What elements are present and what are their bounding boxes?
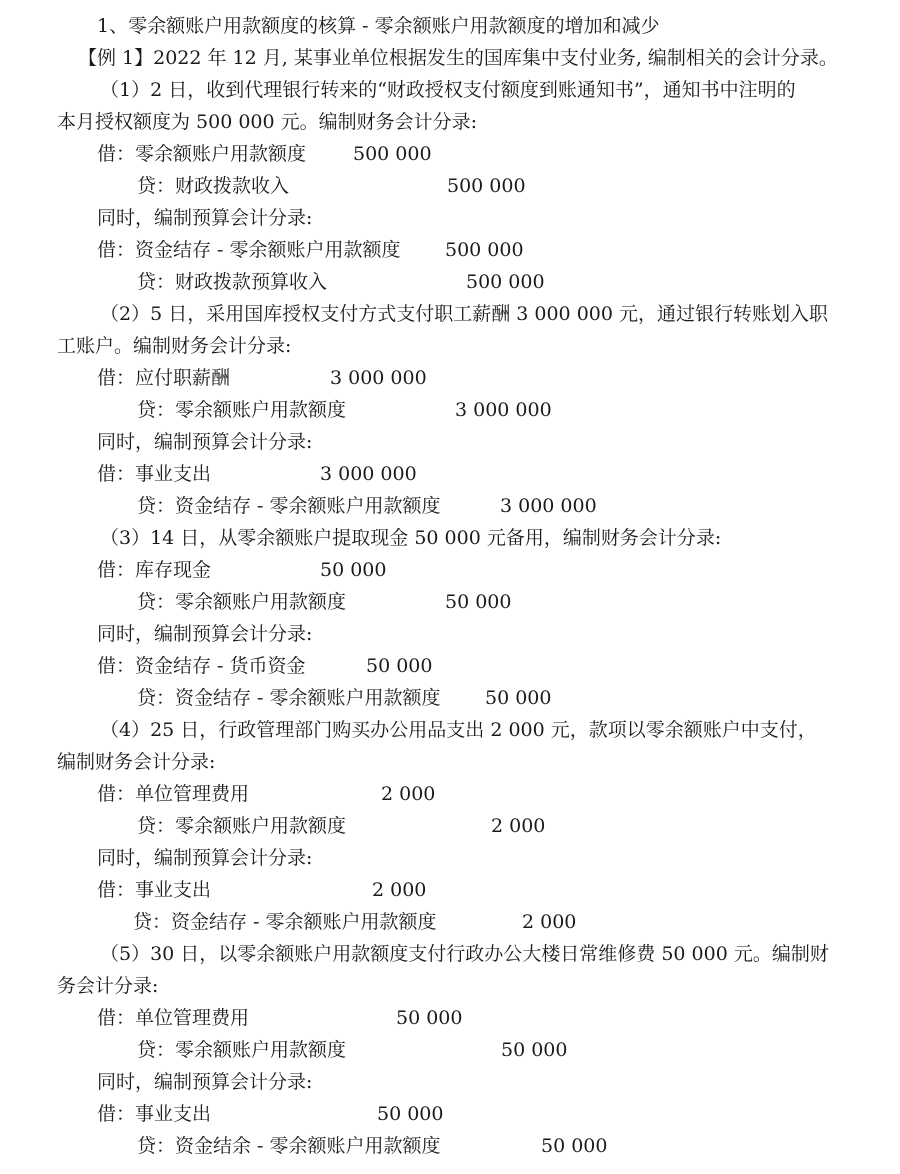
item-2-financial-credit: 贷：零余额账户用款额度 [137, 399, 347, 421]
item-2-budget-debit-amount: 3 000 000 [320, 463, 417, 485]
item-4-budget-debit-amount: 2 000 [372, 879, 427, 901]
item-4-budget-credit-amount: 2 000 [522, 911, 577, 933]
item-3-budget-credit-amount: 50 000 [485, 687, 552, 709]
item-2-financial-debit: 借：应付职薪酬 [97, 367, 231, 389]
item-5-financial-debit-amount: 50 000 [396, 1007, 463, 1029]
item-3-financial-credit: 贷：零余额账户用款额度 [137, 591, 347, 613]
item-1-financial-credit: 贷：财政拨款收入 [137, 175, 290, 197]
item-1-financial-credit-amount: 500 000 [447, 175, 526, 197]
item-1-budget-credit-amount: 500 000 [466, 271, 545, 293]
item-3-description: （3）14 日，从零余额账户提取现金 50 000 元备用，编制财务会计分录: [100, 527, 722, 549]
item-4-financial-debit-amount: 2 000 [381, 783, 436, 805]
item-5-budget-credit-amount: 50 000 [541, 1135, 608, 1157]
item-4-financial-credit: 贷：零余额账户用款额度 [137, 815, 347, 837]
example-intro: 【例 1】2022 年 12 月, 某事业单位根据发生的国库集中支付业务, 编制相关的会计分录。 [78, 47, 838, 69]
item-2-financial-credit-amount: 3 000 000 [455, 399, 552, 421]
section-heading: 1、零余额账户用款额度的核算 - 零余额账户用款额度的增加和减少 [97, 15, 660, 37]
item-3-budget-credit: 贷：资金结存 - 零余额账户用款额度 [137, 687, 441, 709]
item-5-description-cont: 务会计分录: [57, 975, 159, 997]
item-3-budget-debit-amount: 50 000 [366, 655, 433, 677]
item-5-financial-debit: 借：单位管理费用 [97, 1007, 250, 1029]
item-2-budget-credit-amount: 3 000 000 [500, 495, 597, 517]
item-5-budget-credit: 贷：资金结余 - 零余额账户用款额度 [137, 1135, 441, 1157]
item-5-budget-note: 同时，编制预算会计分录: [97, 1071, 313, 1093]
item-5-budget-debit: 借：事业支出 [97, 1103, 212, 1125]
item-1-description: （1）2 日，收到代理银行转来的“财政授权支付额度到账通知书”，通知书中注明的 [100, 79, 796, 101]
item-1-budget-note: 同时，编制预算会计分录: [97, 207, 313, 229]
item-5-budget-debit-amount: 50 000 [377, 1103, 444, 1125]
item-2-budget-note: 同时，编制预算会计分录: [97, 431, 313, 453]
item-3-financial-credit-amount: 50 000 [445, 591, 512, 613]
item-5-financial-credit-amount: 50 000 [501, 1039, 568, 1061]
item-1-description-cont: 本月授权额度为 500 000 元。编制财务会计分录: [57, 111, 478, 133]
item-4-budget-credit: 贷：资金结存 - 零余额账户用款额度 [133, 911, 437, 933]
item-4-financial-credit-amount: 2 000 [491, 815, 546, 837]
item-3-financial-debit-amount: 50 000 [320, 559, 387, 581]
item-1-financial-debit-amount: 500 000 [353, 143, 432, 165]
item-3-budget-note: 同时，编制预算会计分录: [97, 623, 313, 645]
item-1-budget-credit: 贷：财政拨款预算收入 [137, 271, 328, 293]
item-4-financial-debit: 借：单位管理费用 [97, 783, 250, 805]
item-2-budget-debit: 借：事业支出 [97, 463, 212, 485]
item-5-financial-credit: 贷：零余额账户用款额度 [137, 1039, 347, 1061]
item-1-financial-debit: 借：零余额账户用款额度 [97, 143, 307, 165]
item-4-budget-debit: 借：事业支出 [97, 879, 212, 901]
item-3-financial-debit: 借：库存现金 [97, 559, 212, 581]
item-2-description-cont: 工账户。编制财务会计分录: [57, 335, 292, 357]
item-4-budget-note: 同时，编制预算会计分录: [97, 847, 313, 869]
item-1-budget-debit: 借：资金结存 - 零余额账户用款额度 [97, 239, 401, 261]
item-2-description: （2）5 日，采用国库授权支付方式支付职工薪酬 3 000 000 元，通过银行转账划入职 [100, 303, 828, 325]
item-2-financial-debit-amount: 3 000 000 [330, 367, 427, 389]
item-4-description-cont: 编制财务会计分录: [57, 751, 216, 773]
item-1-budget-debit-amount: 500 000 [445, 239, 524, 261]
item-4-description: （4）25 日，行政管理部门购买办公用品支出 2 000 元，款项以零余额账户中支付， [100, 719, 817, 741]
item-3-budget-debit: 借：资金结存 - 货币资金 [97, 655, 306, 677]
item-2-budget-credit: 贷：资金结存 - 零余额账户用款额度 [137, 495, 441, 517]
item-5-description: （5）30 日，以零余额账户用款额度支付行政办公大楼日常维修费 50 000 元。编制财 [100, 943, 829, 965]
